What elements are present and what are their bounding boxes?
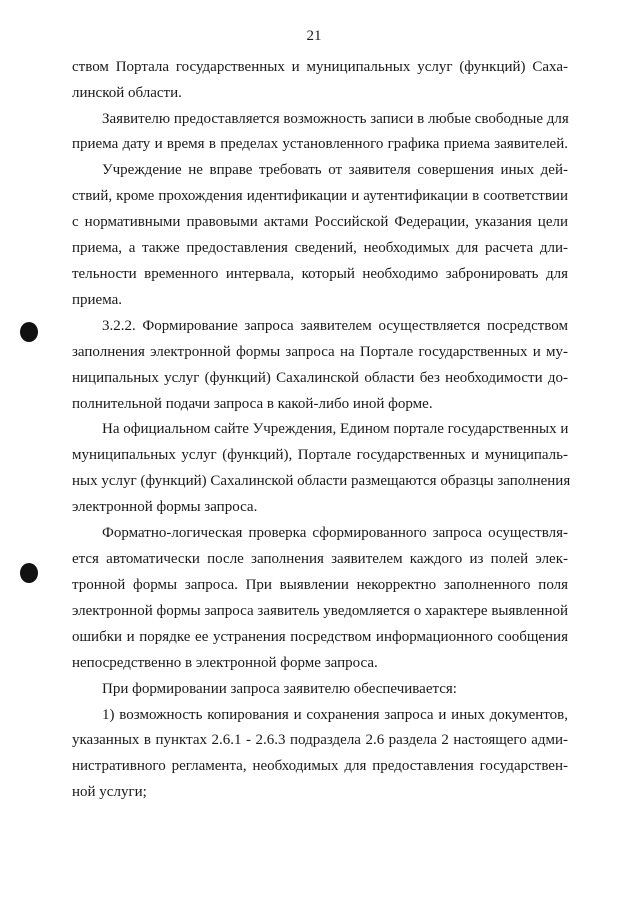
text-line: приема дату и время в пределах установленного графика приема заявителей. xyxy=(72,136,568,152)
text-line: с нормативными правовыми актами Российской Федерации, указания цели xyxy=(72,214,568,230)
text-line: линской области. xyxy=(72,85,182,101)
punch-hole-mark xyxy=(20,563,38,583)
text-line: приема. xyxy=(72,292,123,308)
text-line: На официальном сайте Учреждения, Едином портале государственных и xyxy=(102,421,569,437)
text-line: ошибки и порядке ее устранения посредством информационного сообщения xyxy=(72,629,568,645)
text-line: ствий, кроме прохождения идентификации и аутентификации в соответствии xyxy=(72,188,568,204)
text-line: ных услуг (функций) Сахалинской области размещаются образцы заполнения xyxy=(72,473,571,489)
text-line: ниципальных услуг (функций) Сахалинской области без необходимости до- xyxy=(72,370,568,386)
text-line: 3.2.2. Формирование запроса заявителем осуществляется посредством xyxy=(102,318,568,334)
text-line: тронной формы запроса. При выявлении некорректно заполненного поля xyxy=(72,577,568,593)
text-line: 1) возможность копирования и сохранения запроса и иных документов, xyxy=(102,707,568,723)
text-line: ством Портала государственных и муниципальных услуг (функций) Саха- xyxy=(72,59,568,75)
text-line: электронной формы запроса. xyxy=(72,499,258,515)
text-line: ной услуги; xyxy=(72,784,147,800)
text-line: указанных в пунктах 2.6.1 - 2.6.3 подраздела 2.6 раздела 2 настоящего адми- xyxy=(72,732,568,748)
text-line: муниципальных услуг (функций), Портале государственных и муниципаль- xyxy=(72,447,568,463)
text-line: При формировании запроса заявителю обеспечивается: xyxy=(102,681,457,697)
text-line: электронной формы запроса заявитель уведомляется о характере выявленной xyxy=(72,603,568,619)
punch-hole-mark xyxy=(20,322,38,342)
text-line: Форматно-логическая проверка сформированного запроса осуществля- xyxy=(102,525,568,541)
text-line: непосредственно в электронной форме запроса. xyxy=(72,655,378,671)
text-line: ется автоматически после заполнения заявителем каждого из полей элек- xyxy=(72,551,568,567)
text-line: заполнения электронной формы запроса на Портале государственных и му- xyxy=(72,344,568,360)
text-line: Учреждение не вправе требовать от заявителя совершения иных дей- xyxy=(102,162,568,178)
text-line: полнительной подачи запроса в какой-либо иной форме. xyxy=(72,396,433,412)
text-line: нистративного регламента, необходимых для предоставления государствен- xyxy=(72,758,568,774)
text-line: Заявителю предоставляется возможность записи в любые свободные для xyxy=(102,111,569,127)
page-number: 21 xyxy=(306,28,322,44)
text-line: приема, а также предоставления сведений, необходимых для расчета дли- xyxy=(72,240,568,256)
text-line: тельности временного интервала, который необходимо забронировать для xyxy=(72,266,568,282)
